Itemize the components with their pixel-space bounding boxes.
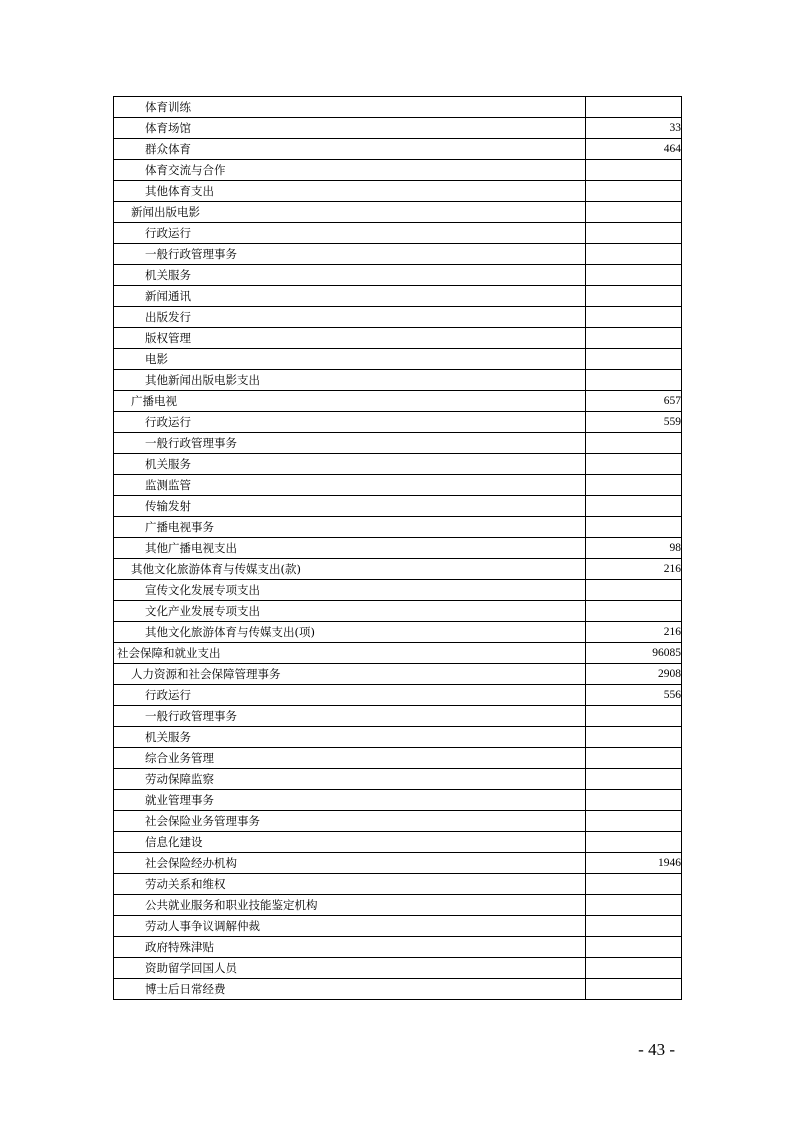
row-name-cell: 劳动保障监察	[114, 769, 586, 790]
table-row	[114, 958, 682, 979]
table-row	[114, 937, 682, 958]
row-value-cell: 216	[586, 559, 682, 580]
table-row	[114, 790, 682, 811]
table-row	[114, 853, 682, 874]
row-name-cell: 社会保险经办机构	[114, 853, 586, 874]
table-row	[114, 307, 682, 328]
table-row	[114, 664, 682, 685]
table-row	[114, 118, 682, 139]
table-row	[114, 496, 682, 517]
row-name-cell: 就业管理事务	[114, 790, 586, 811]
table-row	[114, 601, 682, 622]
table-row	[114, 202, 682, 223]
row-name-cell: 出版发行	[114, 307, 586, 328]
table-row	[114, 748, 682, 769]
table-row	[114, 874, 682, 895]
row-value-cell	[586, 202, 682, 223]
row-name-cell: 广播电视事务	[114, 517, 586, 538]
table-row	[114, 475, 682, 496]
table-row	[114, 97, 682, 118]
table-row	[114, 538, 682, 559]
table-row	[114, 916, 682, 937]
row-value-cell	[586, 727, 682, 748]
table-row	[114, 370, 682, 391]
row-name-cell: 新闻通讯	[114, 286, 586, 307]
row-name-cell: 体育训练	[114, 97, 586, 118]
row-value-cell	[586, 97, 682, 118]
row-name-cell: 一般行政管理事务	[114, 706, 586, 727]
table-row	[114, 223, 682, 244]
row-name-cell: 资助留学回国人员	[114, 958, 586, 979]
row-name-cell: 博士后日常经费	[114, 979, 586, 1000]
row-name-cell: 体育交流与合作	[114, 160, 586, 181]
row-name-cell: 行政运行	[114, 223, 586, 244]
table-row	[114, 181, 682, 202]
row-value-cell	[586, 832, 682, 853]
row-name-cell: 体育场馆	[114, 118, 586, 139]
row-name-cell: 其他文化旅游体育与传媒支出(款)	[114, 559, 586, 580]
row-value-cell	[586, 790, 682, 811]
row-value-cell	[586, 265, 682, 286]
row-value-cell	[586, 601, 682, 622]
row-value-cell: 33	[586, 118, 682, 139]
table-row	[114, 412, 682, 433]
row-value-cell	[586, 433, 682, 454]
table-row	[114, 622, 682, 643]
table-row	[114, 979, 682, 1000]
row-name-cell: 传输发射	[114, 496, 586, 517]
row-name-cell: 一般行政管理事务	[114, 433, 586, 454]
row-value-cell	[586, 706, 682, 727]
row-name-cell: 其他新闻出版电影支出	[114, 370, 586, 391]
table-row	[114, 559, 682, 580]
row-name-cell: 政府特殊津贴	[114, 937, 586, 958]
row-value-cell	[586, 580, 682, 601]
table-row	[114, 895, 682, 916]
table-row	[114, 286, 682, 307]
row-value-cell: 2908	[586, 664, 682, 685]
row-value-cell	[586, 181, 682, 202]
table-row	[114, 391, 682, 412]
row-name-cell: 行政运行	[114, 685, 586, 706]
row-value-cell: 96085	[586, 643, 682, 664]
row-name-cell: 劳动人事争议调解仲裁	[114, 916, 586, 937]
row-name-cell: 机关服务	[114, 727, 586, 748]
table-row	[114, 643, 682, 664]
table-row	[114, 811, 682, 832]
row-name-cell: 劳动关系和维权	[114, 874, 586, 895]
row-name-cell: 电影	[114, 349, 586, 370]
table-row	[114, 706, 682, 727]
row-value-cell: 464	[586, 139, 682, 160]
row-name-cell: 群众体育	[114, 139, 586, 160]
row-name-cell: 机关服务	[114, 454, 586, 475]
table-row	[114, 454, 682, 475]
table-row	[114, 433, 682, 454]
row-name-cell: 机关服务	[114, 265, 586, 286]
row-name-cell: 公共就业服务和职业技能鉴定机构	[114, 895, 586, 916]
row-value-cell	[586, 958, 682, 979]
row-value-cell	[586, 517, 682, 538]
row-value-cell	[586, 916, 682, 937]
row-value-cell	[586, 454, 682, 475]
row-value-cell	[586, 286, 682, 307]
row-name-cell: 一般行政管理事务	[114, 244, 586, 265]
row-value-cell	[586, 979, 682, 1000]
row-value-cell	[586, 160, 682, 181]
row-value-cell	[586, 769, 682, 790]
row-value-cell: 657	[586, 391, 682, 412]
row-name-cell: 其他广播电视支出	[114, 538, 586, 559]
table-row	[114, 160, 682, 181]
row-name-cell: 文化产业发展专项支出	[114, 601, 586, 622]
row-value-cell	[586, 349, 682, 370]
row-value-cell: 98	[586, 538, 682, 559]
row-value-cell	[586, 370, 682, 391]
row-value-cell: 216	[586, 622, 682, 643]
row-name-cell: 版权管理	[114, 328, 586, 349]
table-row	[114, 244, 682, 265]
row-value-cell	[586, 475, 682, 496]
row-name-cell: 广播电视	[114, 391, 586, 412]
row-value-cell	[586, 874, 682, 895]
row-value-cell	[586, 244, 682, 265]
row-value-cell	[586, 748, 682, 769]
table-row	[114, 328, 682, 349]
row-name-cell: 其他体育支出	[114, 181, 586, 202]
table-row	[114, 727, 682, 748]
row-name-cell: 社会保险业务管理事务	[114, 811, 586, 832]
row-value-cell	[586, 811, 682, 832]
row-name-cell: 监测监管	[114, 475, 586, 496]
table-row	[114, 580, 682, 601]
table-row	[114, 349, 682, 370]
row-name-cell: 新闻出版电影	[114, 202, 586, 223]
table-body	[114, 97, 682, 1000]
row-value-cell	[586, 496, 682, 517]
row-value-cell	[586, 223, 682, 244]
row-name-cell: 社会保障和就业支出	[114, 643, 586, 664]
row-value-cell: 556	[586, 685, 682, 706]
budget-table	[113, 96, 682, 1000]
row-value-cell: 1946	[586, 853, 682, 874]
page-number: - 43 -	[638, 1040, 675, 1059]
row-name-cell: 宣传文化发展专项支出	[114, 580, 586, 601]
row-name-cell: 行政运行	[114, 412, 586, 433]
row-value-cell	[586, 895, 682, 916]
row-value-cell: 559	[586, 412, 682, 433]
table-row	[114, 139, 682, 160]
row-name-cell: 其他文化旅游体育与传媒支出(项)	[114, 622, 586, 643]
row-name-cell: 人力资源和社会保障管理事务	[114, 664, 586, 685]
row-name-cell: 综合业务管理	[114, 748, 586, 769]
table-row	[114, 265, 682, 286]
row-value-cell	[586, 307, 682, 328]
table-row	[114, 685, 682, 706]
table-row	[114, 517, 682, 538]
table-row	[114, 832, 682, 853]
table-row	[114, 769, 682, 790]
row-value-cell	[586, 328, 682, 349]
row-value-cell	[586, 937, 682, 958]
row-name-cell: 信息化建设	[114, 832, 586, 853]
